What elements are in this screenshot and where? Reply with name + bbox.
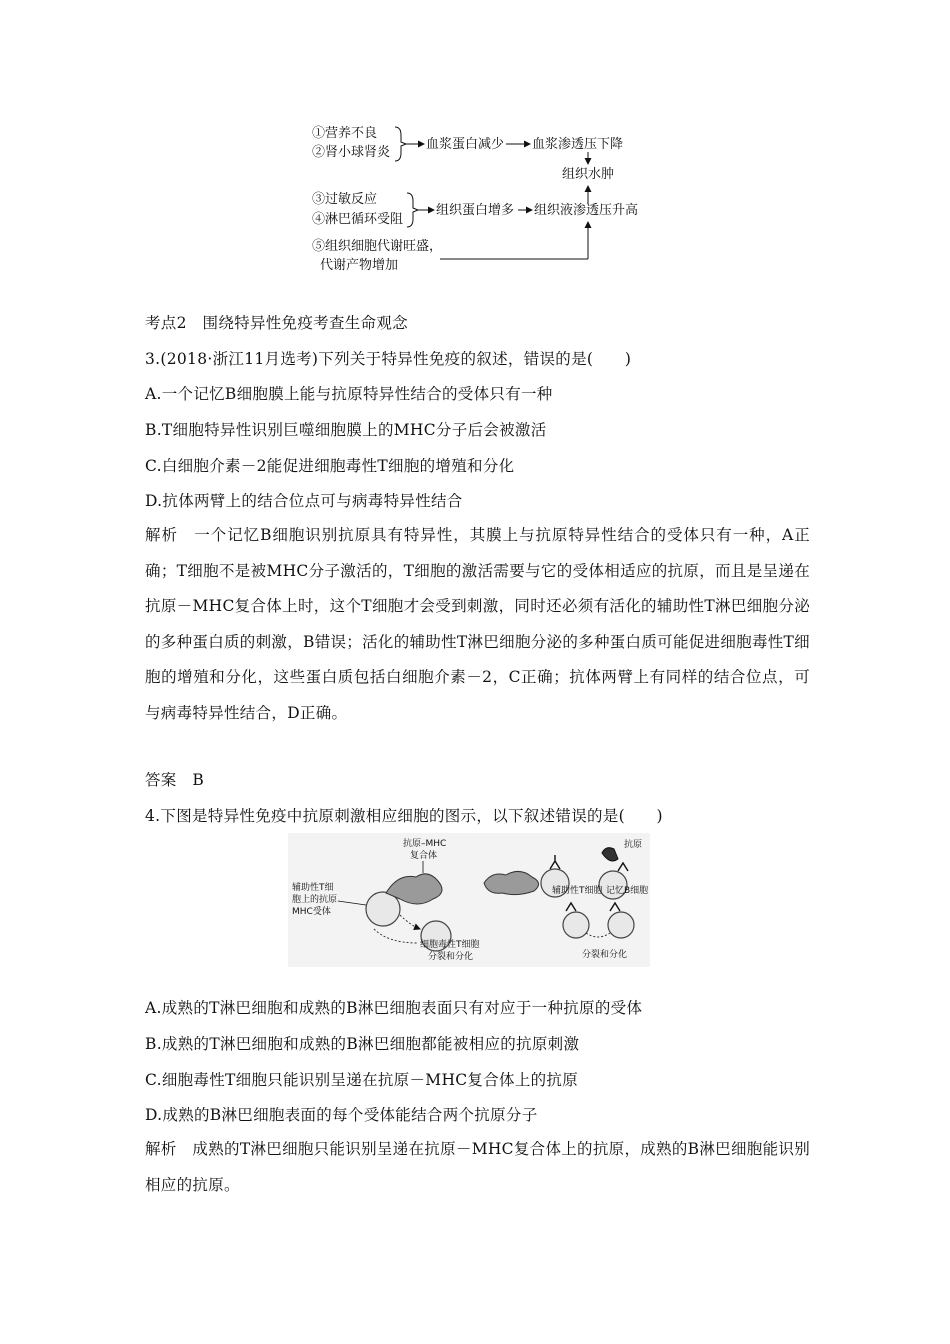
q3-option-a: A.一个记忆B细胞膜上能与抗原特异性结合的受体只有一种 (145, 385, 553, 403)
plasma-osmotic-drop: 血浆渗透压下降 (532, 137, 624, 152)
q4-analysis: 解析 成熟的T淋巴细胞只能识别呈递在抗原－MHC复合体上的抗原，成熟的B淋巴细胞能识别相应的抗原。 (145, 1140, 810, 1194)
label-divide-left: 分裂和分化 (428, 952, 474, 962)
cause-2: ②肾小球肾炎 (312, 145, 391, 160)
label-helper-receptor-3: MHC受体 (292, 907, 331, 917)
q3-analysis: 解析 一个记忆B细胞识别抗原具有特异性，其膜上与抗原特异性结合的受体只有一种，A正确；T细胞不是被MHC分子激活的，T细胞的激活需要与它的受体相适应的抗原，而且是呈递在抗原－MHC复合体上时，这个T细胞才会受到刺激，同时还必须有活化的辅助性T淋巴细胞分泌的多种蛋白质的刺激，B错误；活化的辅助性T淋巴细胞分泌的多种蛋白质可能促进细胞毒性T细胞的增殖和分化，这些蛋白质包括白细胞介素－2，C正确；抗体两臂上有同样的结合位点，可与病毒特异性结合，D正确。 (145, 526, 810, 722)
label-memory-b: 记忆B细胞 (606, 886, 649, 896)
q4-option-b: B.成熟的T淋巴细胞和成熟的B淋巴细胞都能被相应的抗原刺激 (145, 1035, 580, 1053)
q4-option-c: C.细胞毒性T细胞只能识别呈递在抗原－MHC复合体上的抗原 (145, 1071, 579, 1089)
immune-response-figure (288, 833, 650, 967)
tissue-edema: 组织水肿 (562, 167, 615, 182)
q3-answer: 答案 B (145, 771, 205, 789)
b-cell-left (563, 912, 589, 938)
q4-option-d: D.成熟的B淋巴细胞表面的每个受体能结合两个抗原分子 (145, 1106, 538, 1124)
b-cell-right (608, 912, 634, 938)
label-antigen-mhc: 抗原–MHC (403, 839, 447, 849)
cause-5b: 代谢产物增加 (320, 258, 399, 273)
cause-1: ①营养不良 (312, 126, 378, 141)
cause-5a: ⑤组织细胞代谢旺盛， (312, 239, 443, 254)
q4-option-a: A.成熟的T淋巴细胞和成熟的B淋巴细胞表面只有对应于一种抗原的受体 (145, 999, 643, 1017)
label-helper-receptor-1: 辅助性T细 (292, 883, 334, 893)
label-helper-t: 辅助性T细胞 (552, 886, 603, 896)
label-cytotoxic: 细胞毒性T细胞 (420, 940, 480, 950)
q4-stem: 4.下图是特异性免疫中抗原刺激相应细胞的图示，以下叙述错误的是( ) (145, 807, 663, 825)
label-complex: 复合体 (410, 851, 438, 861)
plasma-protein-decrease: 血浆蛋白减少 (426, 137, 505, 152)
label-antigen: 抗原 (624, 840, 643, 850)
tissue-protein-increase: 组织蛋白增多 (436, 203, 515, 218)
q3-stem: 3.(2018·浙江11月选考)下列关于特异性免疫的叙述，错误的是( ) (145, 350, 632, 368)
q3-option-b: B.T细胞特异性识别巨噬细胞膜上的MHC分子后会被激活 (145, 421, 547, 439)
label-helper-receptor-2: 胞上的抗原 (292, 895, 338, 905)
cause-4: ④淋巴循环受阻 (312, 212, 404, 227)
q3-option-c: C.白细胞介素－2能促进细胞毒性T细胞的增殖和分化 (145, 457, 515, 475)
label-divide-right: 分裂和分化 (582, 950, 628, 960)
tissue-fluid-osmotic-rise: 组织液渗透压升高 (534, 203, 639, 218)
cause-3: ③过敏反应 (312, 192, 378, 207)
q3-option-d: D.抗体两臂上的结合位点可与病毒特异性结合 (145, 492, 463, 510)
edema-flow-diagram (300, 122, 660, 282)
section-title: 考点2 围绕特异性免疫考查生命观念 (145, 314, 408, 332)
